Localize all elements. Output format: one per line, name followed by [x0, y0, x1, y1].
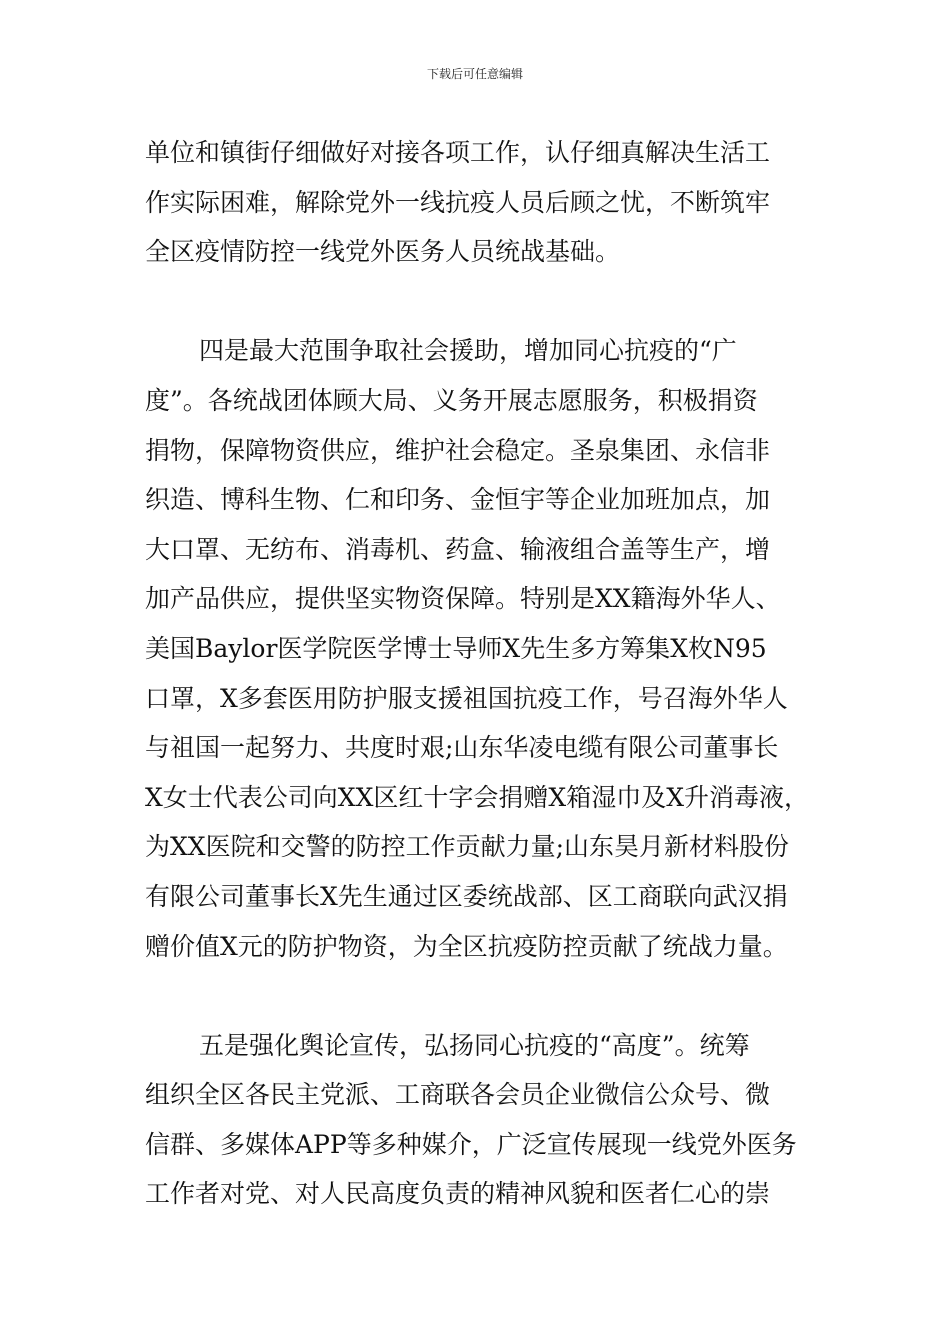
text-line: 单位和镇街仔细做好对接各项工作，认仔细真解决生活工: [145, 138, 771, 167]
text-line: 织造、博科生物、仁和印务、金恒宇等企业加班加点，加: [145, 485, 771, 515]
paragraph-2: [145, 326, 810, 971]
paragraph-3: [145, 1021, 810, 1219]
text-line: 作实际困难，解除党外一线抗疫人员后顾之忧，不断筑牢: [145, 187, 771, 217]
text-line: 信群、多媒体APP等多种媒介，广泛宣传展现一线党外医务: [145, 1129, 797, 1159]
paragraph-gap: [145, 971, 810, 1021]
text-line: 捐物，保障物资供应，维护社会稳定。圣泉集团、永信非: [145, 435, 771, 465]
text-line: 美国Baylor医学院医学博士导师X先生多方筹集X枚N95: [145, 633, 767, 663]
text-line: 与祖国一起努力、共度时艰;山东华凌电缆有限公司董事长: [145, 733, 779, 763]
text-line: 四是最大范围争取社会援助，增加同心抗疫的“广: [199, 336, 737, 366]
text-line: 组织全区各民主党派、工商联各会员企业微信公众号、微: [145, 1080, 771, 1110]
page-header: 下载后可任意编辑: [426, 67, 523, 81]
paragraph-gap: [145, 277, 810, 327]
text-line: 口罩，X多套医用防护服支援祖国抗疫工作，号召海外华人: [145, 683, 788, 713]
text-line: 全区疫情防控一线党外医务人员统战基础。: [145, 237, 621, 267]
text-line: 赠价值X元的防护物资，为全区抗疫防控贡献了统战力量。: [145, 931, 788, 961]
text-line: 工作者对党、对人民高度负责的精神风貌和医者仁心的崇: [145, 1179, 771, 1209]
text-line: 有限公司董事长X先生通过区委统战部、区工商联向武汉捐: [145, 881, 788, 911]
text-line: 五是强化舆论宣传，弘扬同心抗疫的“高度”。统筹: [199, 1030, 750, 1060]
document-body: [145, 128, 810, 1219]
text-line: 度”。各统战团体顾大局、义务开展志愿服务，积极捐资: [145, 385, 758, 415]
text-line: X女士代表公司向XX区红十字会捐赠X箱湿巾及X升消毒液，: [145, 782, 809, 812]
text-line: 加产品供应，提供坚实物资保障。特别是XX籍海外华人、: [145, 584, 781, 614]
text-line: 为XX医院和交警的防控工作贡献力量;山东昊月新材料股份: [145, 832, 790, 862]
paragraph-1: [145, 128, 810, 277]
text-line: 大口罩、无纺布、消毒机、药盒、输液组合盖等生产，增: [145, 534, 771, 564]
